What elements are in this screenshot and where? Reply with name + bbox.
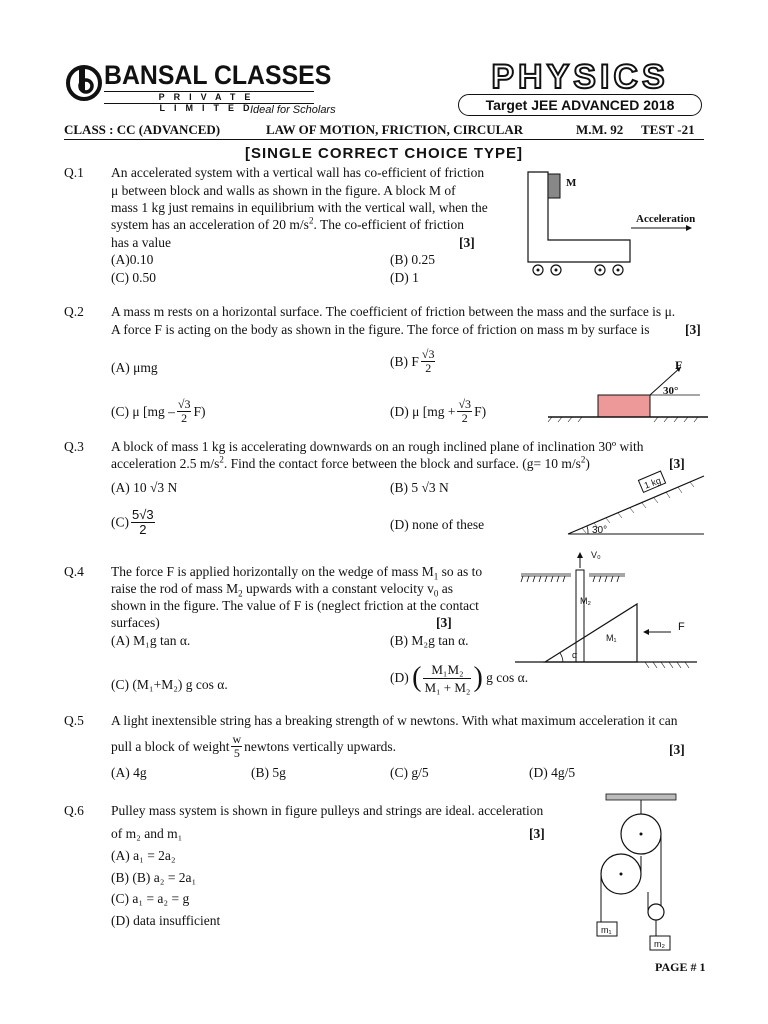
q4-fig-label-alpha: α [572,650,578,660]
q1-line: system has an acceleration of 20 $m/s^2$. The co-efficient of friction [111,215,465,232]
q2-figure [548,355,708,425]
q1-fig-label-acceleration: Acceleration [636,213,696,225]
q5-option-a[interactable]: (A) 4g [111,765,147,780]
q4-fig-label-f: F [678,621,685,633]
q3-figure [562,470,708,540]
q4-line: shown in the figure. The value of F is (neglect friction at the contact [111,598,479,613]
subject-text: PHYSICS [491,58,669,94]
q2-fig-label-angle: 30° [663,385,679,397]
q5-option-c[interactable]: (C) g/5 [390,765,429,780]
q4-fig-label-m1: M₁ [606,633,617,643]
q6-option-b[interactable]: (B) (B) a₂ = 2a₁ [111,870,197,885]
q4-option-d[interactable]: (D) ( $\frac{\text{M₁M₂}}{\text{M₁ + M₂}}$ ) g cos α. [390,661,529,695]
q4-fig-label-v0: V₀ [591,550,601,560]
brand-sub: PRIVATE LIMITED [104,91,314,104]
q1-line: An accelerated system with a vertical wall has co-efficient of friction [111,165,485,180]
q5-number: Q.5 [64,713,84,728]
page-number: PAGE # 1 [655,960,706,974]
q4-option-a[interactable]: (A) M₁g tan α. [111,633,191,648]
q2-fig-label-f: F [675,358,683,372]
q3-option-c[interactable]: (C) $\frac{5√3}{2}$ [111,507,154,537]
q3-option-a[interactable]: (A) 10 √3 N [111,480,178,495]
q6-fig-label-m2: m₂ [654,939,665,949]
header-rule [64,139,704,140]
section-title: [SINGLE CORRECT CHOICE TYPE] [244,145,523,162]
q4-option-b[interactable]: (B) M₂g tan α. [390,633,469,648]
test-number: TEST -21 [641,122,695,137]
topic: LAW OF MOTION, FRICTION, CIRCULAR [266,122,524,137]
q6-marks: [3] [529,826,545,841]
q4-figure [515,552,705,670]
q4-option-c[interactable]: (C) (M₁+M₂) g cos α. [111,677,228,692]
q6-option-d[interactable]: (D) data insufficient [111,913,221,928]
q3-line: A block of mass 1 kg is accelerating downwards on an rough inclined plane of inclination 30º with [111,439,644,454]
q5-line: A light inextensible string has a breaking strength of w newtons. With what maximum acceleration it can [111,713,678,728]
q1-line: has a value [111,235,171,250]
q6-number: Q.6 [64,803,84,818]
q4-marks: [3] [436,615,452,630]
q1-option-a[interactable]: (A)0.10 [111,252,154,267]
q5-line: pull a block of weight $\frac{w}{5}$ newtons vertically upwards. [111,732,396,760]
q1-number: Q.1 [64,165,84,180]
q4-line: raise the rod of mass $M_2$ upwards with a constant velocity $v_0$ as [111,581,453,599]
q1-option-d[interactable]: (D) 1 [390,270,419,285]
logo [66,64,102,102]
q2-marks: [3] [685,322,701,337]
q3-marks: [3] [669,456,685,471]
max-marks: M.M. 92 [576,122,624,137]
q2-line: A mass m rests on a horizontal surface. The coefficient of friction between the mass and the surface is μ. [111,304,676,319]
q1-line: μ between block and walls as shown in the figure. A block M of [111,183,456,198]
q4-fig-label-m2: M₂ [580,596,591,606]
q6-fig-label-m1: m₁ [601,925,612,935]
q4-number: Q.4 [64,564,84,579]
q1-fig-label-m: M [566,177,577,189]
q6-line: Pulley mass system is shown in figure pulleys and strings are ideal. acceleration [111,803,544,818]
subject-title [458,58,702,94]
q3-option-d[interactable]: (D) none of these [390,517,485,532]
target-badge: Target JEE ADVANCED 2018 [458,94,702,116]
q3-number: Q.3 [64,439,84,454]
q5-option-d[interactable]: (D) 4g/5 [529,765,576,780]
q1-marks: [3] [459,235,475,250]
q2-option-d[interactable]: (D) μ [mg + $\frac{√3}{2}$ F) [390,397,487,425]
q2-option-c[interactable]: (C) μ [mg – $\frac{√3}{2}$ F) [111,397,206,425]
q6-option-a[interactable]: (A) a₁ = 2a₂ [111,848,176,863]
q2-number: Q.2 [64,304,84,319]
q2-option-a[interactable]: (A) μmg [111,360,158,375]
q3-fig-label-kg: 1 kg [642,475,663,491]
q6-line: of m₂ and m₁ [111,826,183,841]
q5-option-b[interactable]: (B) 5g [251,765,286,780]
q1-line: mass 1 kg just remains in equilibrium with the vertical wall, when the [111,200,488,215]
q4-line: The force F is applied horizontally on the wedge of mass $M_1$ so as to [111,564,483,582]
q6-option-c[interactable]: (C) a₁ = a₂ = g [111,891,190,906]
class-line: CLASS : CC (ADVANCED) [64,122,221,137]
q3-line: acceleration 2.5 $m/s^2$. Find the contact force between the block and surface. (g= 10 $m/s^2$) [111,454,590,471]
tagline: Ideal for Scholars [250,104,336,116]
q1-figure [518,170,708,280]
q2-line: A force F is acting on the body as shown in the figure. The force of friction on mass m by surface is [111,322,650,337]
q3-fig-label-angle: 30° [592,525,608,536]
q1-option-c[interactable]: (C) 0.50 [111,270,156,285]
q4-line: surfaces) [111,615,160,630]
brand-name: BANSAL CLASSES [104,60,332,90]
q2-option-b[interactable]: (B) F $\frac{√3}{2}$ [390,347,435,375]
q5-marks: [3] [669,742,685,757]
q1-option-b[interactable]: (B) 0.25 [390,252,435,267]
q3-option-b[interactable]: (B) 5 √3 N [390,480,449,495]
logo-icon [66,64,102,102]
